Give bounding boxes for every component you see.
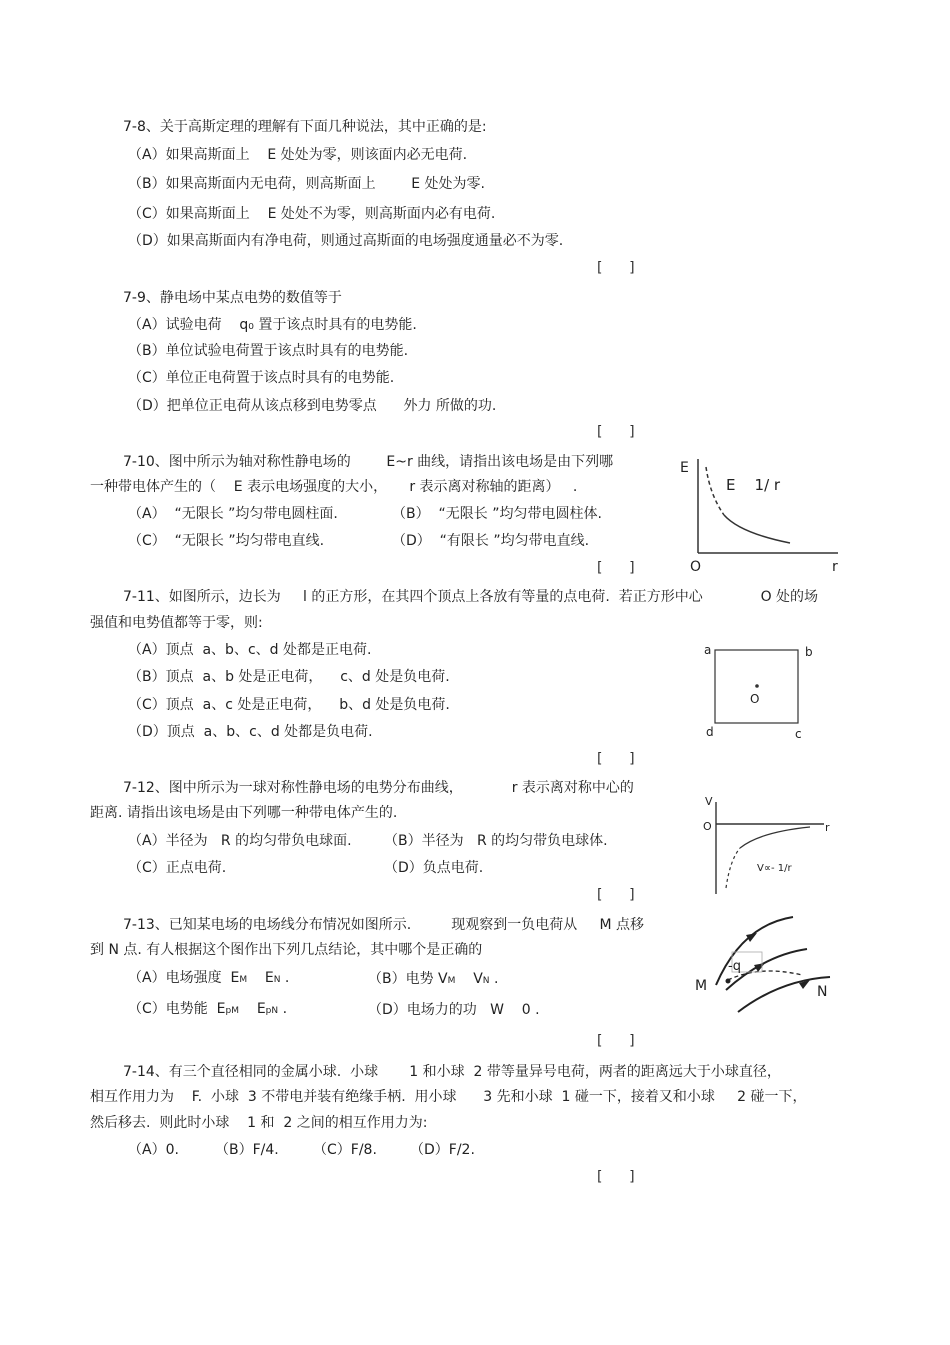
q8-stem: 7-8、关于高斯定理的理解有下面几种说法，其中正确的是:: [123, 119, 487, 135]
q11-option-d: （D）顶点 a、b、c、d 处都是负电荷.: [128, 724, 373, 740]
q10-axis-r-label: r: [832, 559, 838, 575]
q10-curve-solid: [724, 515, 790, 543]
q9-option-b: （B）单位试验电荷置于该点时具有的电势能.: [128, 343, 409, 359]
q10-origin-label: O: [690, 559, 702, 575]
q11-answer-bracket[interactable]: [ ]: [597, 751, 635, 767]
q14-option-d: （D）F/2.: [410, 1142, 475, 1158]
q8-option-a: （A）如果高斯面上 E 处处为零，则该面内必无电荷.: [128, 147, 468, 163]
q13-label-n: N: [817, 984, 828, 1000]
q11-figure: [700, 640, 820, 745]
q11-stem-line1: 7-11、如图所示，边长为 l 的正方形，在其四个顶点上各放有等量的点电荷. 若正方形中心 O 处的场: [123, 589, 819, 605]
q11-vertex-b: b: [805, 645, 813, 659]
q8-answer-bracket[interactable]: [ ]: [597, 260, 635, 276]
q13-label-q: -q: [728, 959, 741, 974]
q13-field-line-1: [716, 917, 793, 985]
q11-center-dot: [755, 684, 759, 688]
q11-option-a: （A）顶点 a、b、c、d 处都是正电荷.: [128, 642, 372, 658]
q11-option-c: （C）顶点 a、c 处是正电荷， b、d 处是负电荷.: [128, 697, 450, 713]
q10-stem-line1: 7-10、图中所示为轴对称性静电场的 E~r 曲线，请指出该电场是由下列哪: [123, 454, 614, 470]
q11-vertex-a: a: [704, 643, 712, 657]
q9-answer-bracket[interactable]: [ ]: [597, 424, 635, 440]
q13-point-m: [726, 979, 731, 984]
q13-stem-line1: 7-13、已知某电场的电场线分布情况如图所示. 现观察到一负电荷从 M 点移: [123, 917, 645, 933]
q14-answer-bracket[interactable]: [ ]: [597, 1169, 635, 1185]
q14-stem-line2: 相互作用力为 F. 小球 3 不带电并装有绝缘手柄. 用小球 3 先和小球 1 碰一下，接着又和小球 2 碰一下，: [90, 1089, 807, 1105]
q13-option-b: （B）电势 VM VN .: [368, 971, 499, 987]
q12-stem-line1: 7-12、图中所示为一球对称性静电场的电势分布曲线， r 表示离对称中心的: [123, 780, 634, 796]
q12-option-c: （C）正点电荷.: [128, 860, 227, 876]
q9-option-c: （C）单位正电荷置于该点时具有的电势能.: [128, 370, 395, 386]
q10-option-b: （B） “无限长 ”均匀带电圆柱体.: [392, 506, 602, 522]
q11-center-o: O: [750, 692, 760, 706]
q14-stem-line3: 然后移去. 则此时小球 1 和 2 之间的相互作用力为:: [90, 1115, 428, 1131]
q8-option-d: （D）如果高斯面内有净电荷，则通过高斯面的电场强度通量必不为零.: [128, 233, 564, 249]
q12-option-a: （A）半径为 R 的均匀带负电球面.: [128, 833, 352, 849]
q13-stem-line2: 到 N 点. 有人根据这个图作出下列几点结论，其中哪个是正确的: [90, 942, 483, 958]
q13-label-m: M: [695, 978, 708, 994]
q12-option-d: （D）负点电荷.: [384, 860, 484, 876]
q14-option-b: （B）F/4.: [215, 1142, 279, 1158]
q12-stem-line2: 距离. 请指出该电场是由下列哪一种带电体产生的.: [90, 805, 398, 821]
q10-stem-line2: 一种带电体产生的（ E 表示电场强度的大小， r 表示离对称轴的距离） .: [90, 479, 578, 495]
q9-option-a: （A）试验电荷 q₀ 置于该点时具有的电势能.: [128, 317, 417, 333]
q12-answer-bracket[interactable]: [ ]: [597, 887, 635, 903]
q10-axis-e-label: E: [680, 460, 689, 476]
q13-figure: [690, 905, 840, 1025]
q12-origin-label: O: [703, 820, 712, 833]
q14-option-a: （A）0.: [128, 1142, 179, 1158]
q12-option-b: （B）半径为 R 的均匀带负电球体.: [384, 833, 608, 849]
q11-option-b: （B）顶点 a、b 处是正电荷， c、d 处是负电荷.: [128, 669, 450, 685]
q10-option-d: （D） “有限长 ”均匀带电直线.: [392, 533, 590, 549]
q11-vertex-c: c: [795, 727, 802, 741]
q8-option-c: （C）如果高斯面上 E 处处不为零，则高斯面内必有电荷.: [128, 206, 496, 222]
q10-law-label: E 1/ r: [726, 476, 781, 494]
q12-figure: [700, 790, 840, 900]
q11-stem-line2: 强值和电势值都等于零，则:: [90, 615, 263, 631]
q14-option-c: （C）F/8.: [313, 1142, 377, 1158]
q10-option-a: （A） “无限长 ”均匀带电圆柱面.: [128, 506, 338, 522]
q12-curve-dashed: [726, 848, 740, 888]
q11-vertex-d: d: [706, 725, 714, 739]
q10-figure: [670, 455, 845, 575]
q13-answer-bracket[interactable]: [ ]: [597, 1033, 635, 1049]
q12-axis-r-label: r: [825, 821, 830, 834]
q10-curve-dashed: [706, 467, 724, 515]
q10-option-c: （C） “无限长 ”均匀带电直线.: [128, 533, 325, 549]
q13-option-d: （D）电场力的功 W 0 .: [368, 1002, 540, 1018]
q9-stem: 7-9、静电场中某点电势的数值等于: [123, 290, 342, 306]
q8-option-b: （B）如果高斯面内无电荷，则高斯面上 E 处处为零.: [128, 176, 485, 192]
q12-law-label: V∝- 1/r: [757, 863, 792, 874]
q9-option-d: （D）把单位正电荷从该点移到电势零点 外力 所做的功.: [128, 398, 497, 414]
q13-option-a: （A）电场强度 EM EN .: [128, 970, 290, 986]
q13-option-c: （C）电势能 EpM EpN .: [128, 1001, 288, 1017]
q14-stem-line1: 7-14、有三个直径相同的金属小球. 小球 1 和小球 2 带等量异号电荷，两者的距离远大于小球直径，: [123, 1064, 781, 1080]
q12-curve-solid: [740, 827, 810, 848]
q10-answer-bracket[interactable]: [ ]: [597, 560, 635, 576]
q13-arrow-1: [746, 933, 757, 942]
q12-axis-v-label: V: [705, 795, 713, 808]
